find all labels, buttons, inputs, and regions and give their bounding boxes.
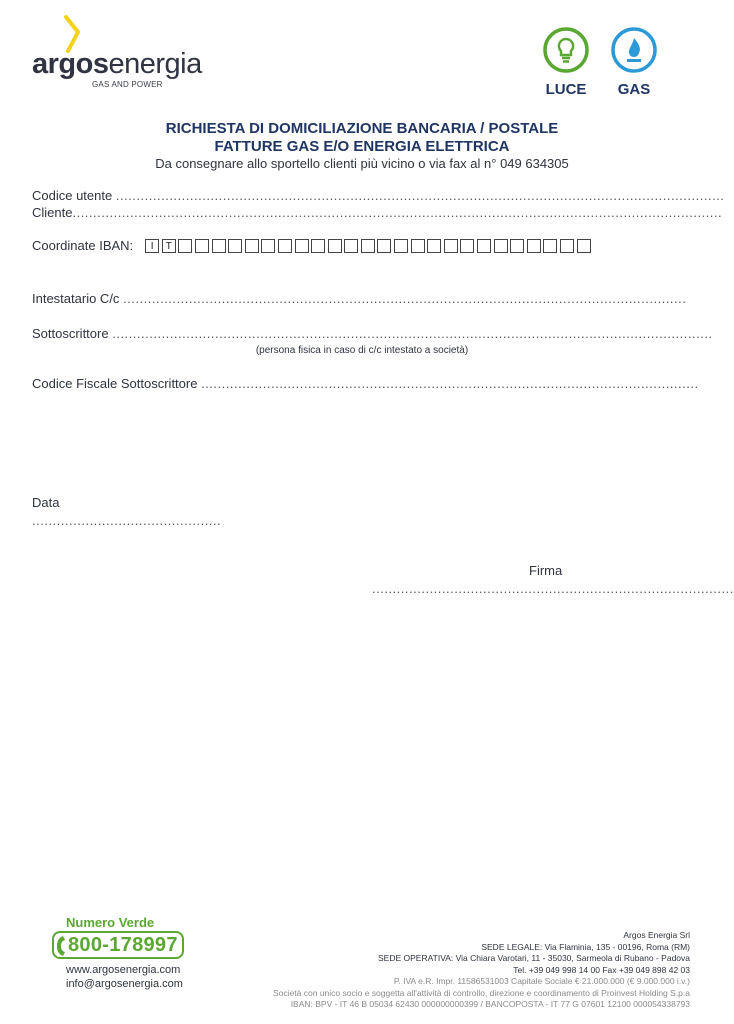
tel-fax: Tel. +39 049 998 14 00 Fax +39 049 898 42 03 (513, 964, 690, 975)
iban-label: Coordinate IBAN: (32, 238, 134, 253)
data-line[interactable]: .............................................. (32, 513, 222, 528)
sede-legale: SEDE LEGALE: Via Flaminia, 135 - 00196, Roma (RM) (481, 941, 690, 952)
sottoscrittore-note: (persona fisica in caso di c/c intestato a società) (255, 345, 469, 356)
iban-box[interactable] (212, 239, 226, 253)
iban-box[interactable] (394, 239, 408, 253)
iban-box[interactable] (427, 239, 441, 253)
iban-field[interactable] (32, 238, 593, 253)
iban-box[interactable] (510, 239, 524, 253)
intestatario-line[interactable]: ......................................................................................................................................... (123, 291, 687, 306)
iban-box[interactable] (527, 239, 541, 253)
brand-logo (32, 50, 202, 79)
iban-box[interactable] (228, 239, 242, 253)
iban-box[interactable] (444, 239, 458, 253)
iban-box[interactable] (344, 239, 358, 253)
title-line-2: FATTURE GAS E/O ENERGIA ELETTRICA (214, 138, 510, 155)
iban-box[interactable] (460, 239, 474, 253)
iban-box[interactable] (311, 239, 325, 253)
iban-box[interactable] (361, 239, 375, 253)
cliente-label: Cliente (32, 205, 73, 220)
firma-label: Firma (529, 563, 563, 578)
iban-box[interactable] (261, 239, 275, 253)
societa-info: Società con unico socio e soggetta all'attività di controllo, direzione e coordinamento di Proinvest Holding S.p.a (273, 987, 690, 998)
phone-icon (55, 934, 67, 958)
iban-box[interactable] (577, 239, 591, 253)
iban-box[interactable] (411, 239, 425, 253)
codice-fiscale-field[interactable] (32, 376, 699, 392)
cliente-field[interactable] (32, 205, 723, 221)
company-name: Argos Energia Srl (623, 930, 690, 940)
iban-box[interactable] (377, 239, 391, 253)
iban-boxes[interactable] (145, 239, 593, 253)
form-subtitle: Da consegnare allo sportello clienti più vicino o via fax al n° 049 634305 (155, 156, 569, 171)
iban-box[interactable] (295, 239, 309, 253)
iban-box[interactable] (543, 239, 557, 253)
firma-line[interactable]: ........................................................................................ (372, 581, 734, 596)
numero-verde-title: Numero Verde (66, 915, 155, 930)
iban-box[interactable] (195, 239, 209, 253)
iban-box[interactable]: T (162, 239, 176, 253)
lightbulb-icon (542, 26, 590, 74)
badge-luce (541, 26, 591, 98)
iban-info: IBAN: BPV - IT 46 B 05034 62430 000000000399 / BANCOPOSTA - IT 77 G 07601 12100 000054338793 (290, 999, 690, 1009)
iban-box[interactable] (178, 239, 192, 253)
iban-box[interactable] (494, 239, 508, 253)
iban-box[interactable] (278, 239, 292, 253)
codice-fiscale-label: Codice Fiscale Sottoscrittore (32, 376, 198, 391)
intestatario-field[interactable] (32, 291, 687, 307)
cliente-line[interactable]: .............................................................................................................................................................. (72, 205, 723, 220)
iban-box[interactable] (328, 239, 342, 253)
email-link[interactable]: info@argosenergia.com (66, 978, 183, 990)
codice-utente-line[interactable]: .................................................................................................................................................... (115, 188, 725, 203)
sottoscrittore-line[interactable]: .................................................................................................................................................. (112, 326, 713, 341)
data-label: Data (32, 495, 60, 510)
flame-icon (610, 26, 658, 74)
legal-info (250, 930, 690, 1011)
badge-gas-label: GAS (617, 81, 651, 98)
badge-luce-label: LUCE (545, 81, 587, 98)
badge-gas (609, 26, 659, 98)
piva: P. IVA e.R. Impr. 11586531003 Capitale Sociale € 21.000.000 (€ 9.000.000 i.v.) (393, 976, 690, 986)
intestatario-label: Intestatario C/c (32, 291, 120, 306)
numero-verde-number[interactable]: 800-178997 (68, 934, 178, 956)
form-title (0, 120, 724, 172)
iban-box[interactable] (477, 239, 491, 253)
iban-box[interactable]: I (145, 239, 159, 253)
website-link[interactable]: www.argosenergia.com (66, 964, 181, 976)
codice-fiscale-line[interactable]: ......................................................................................................................... (201, 376, 699, 391)
codice-utente-label: Codice utente (32, 188, 113, 203)
iban-box[interactable] (560, 239, 574, 253)
brand-tagline: GAS AND POWER (92, 80, 163, 89)
codice-utente-field[interactable] (32, 188, 725, 204)
sottoscrittore-field[interactable] (32, 326, 713, 342)
iban-box[interactable] (245, 239, 259, 253)
title-line-1: RICHIESTA DI DOMICILIAZIONE BANCARIA / POSTALE (165, 120, 559, 137)
brand-name-bold: argos (32, 48, 109, 80)
brand-name-regular: energia (108, 48, 202, 80)
sottoscrittore-label: Sottoscrittore (32, 326, 109, 341)
sede-operativa: SEDE OPERATIVA: Via Chiara Varotari, 11 - 35030, Sarmeola di Rubano - Padova (378, 953, 690, 963)
